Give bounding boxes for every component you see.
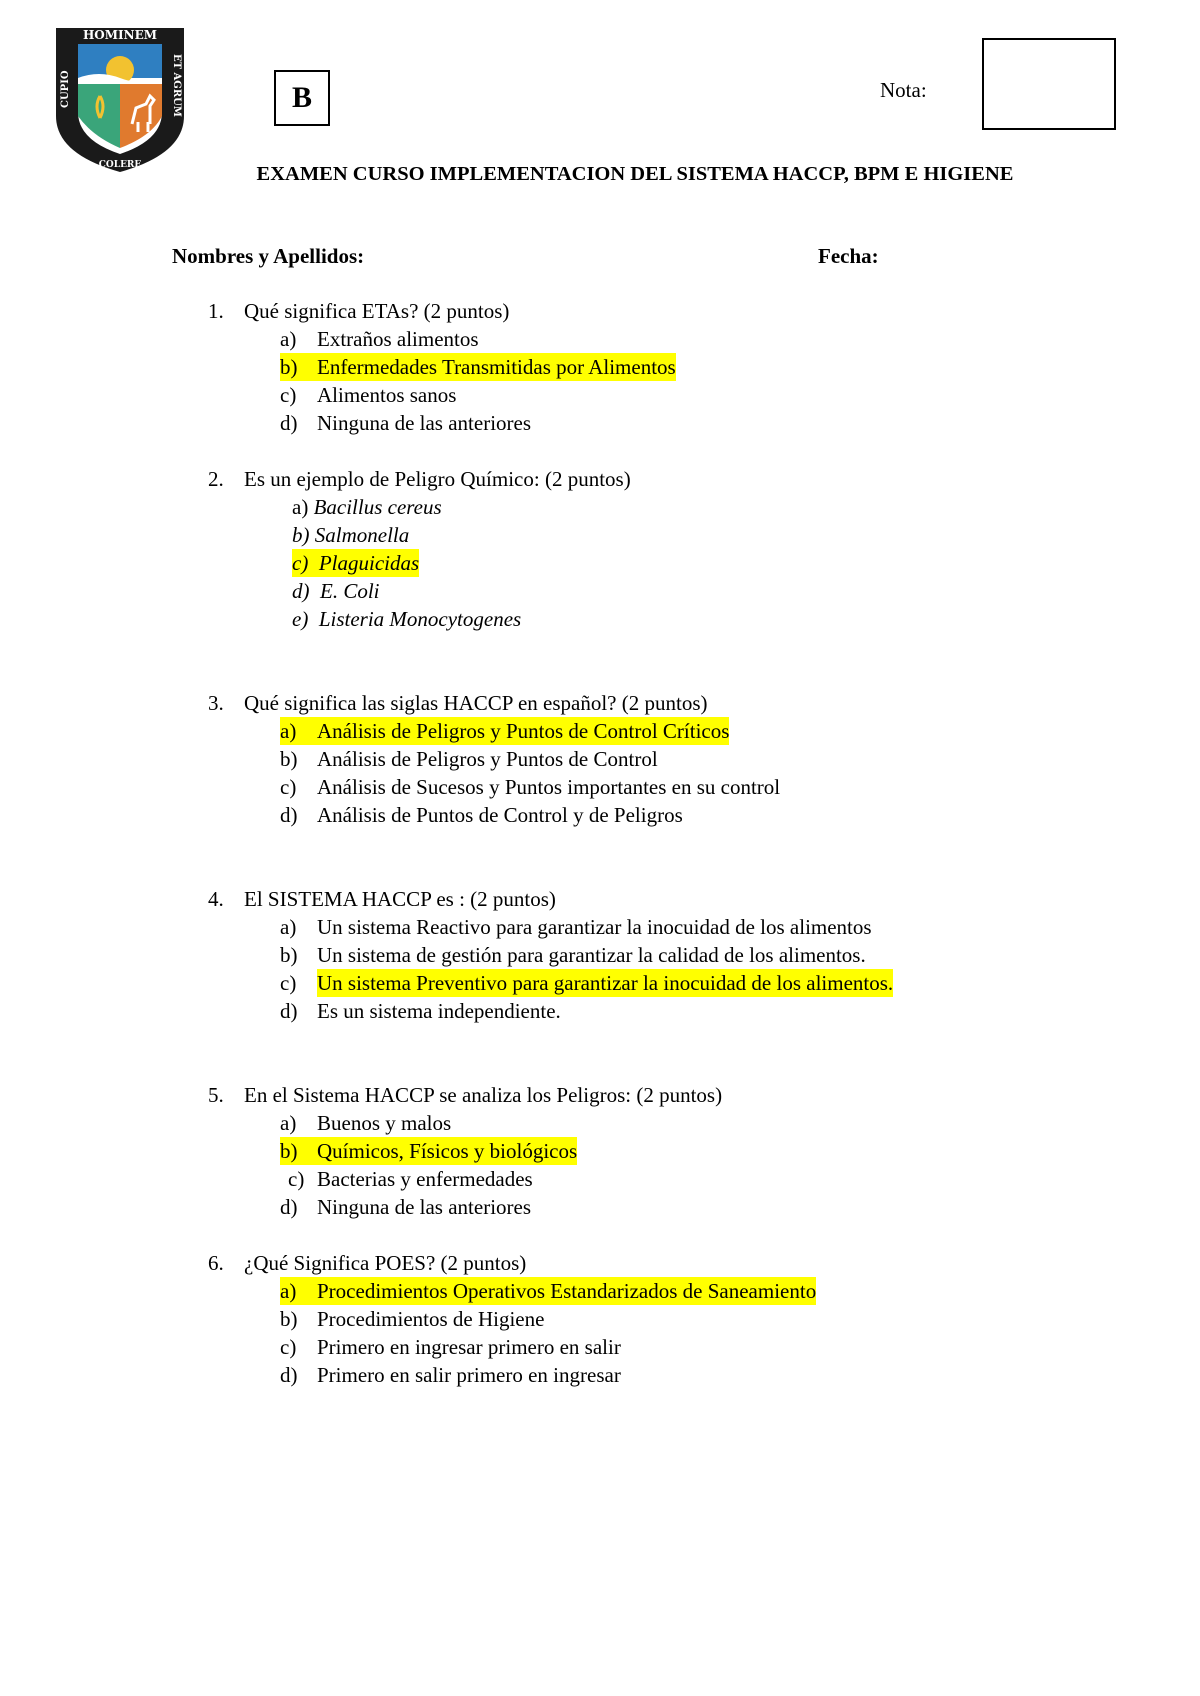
option-d: d) Primero en salir primero en ingresar (280, 1363, 621, 1387)
question-3 (208, 689, 708, 717)
question-6 (208, 1249, 526, 1277)
option-c-correct: c) Plaguicidas (292, 551, 420, 575)
university-crest-logo (52, 24, 188, 176)
question-number: 2. (208, 467, 224, 491)
option-c-correct: c) Un sistema Preventivo para garantizar la inocuidad de los alimentos. (280, 971, 894, 995)
option-c: c) Primero en ingresar primero en salir (280, 1335, 621, 1359)
grade-label: Nota: (880, 78, 927, 102)
option-a: a) Buenos y malos (280, 1111, 452, 1135)
option-d: d) Análisis de Puntos de Control y de Peligros (280, 803, 683, 827)
exam-title: EXAMEN CURSO IMPLEMENTACION DEL SISTEMA HACCP, BPM E HIGIENE (256, 163, 1014, 185)
option-d: d) Ninguna de las anteriores (280, 411, 532, 435)
question-text: Qué significa ETAs? (2 puntos) (244, 299, 510, 323)
question-6-options (280, 1277, 816, 1389)
question-text: Qué significa las siglas HACCP en español? (2 puntos) (244, 691, 708, 715)
option-b: b) Salmonella (292, 523, 410, 547)
question-2 (208, 465, 631, 493)
option-c: c) Bacterias y enfermedades (288, 1167, 533, 1191)
option-e: e) Listeria Monocytogenes (292, 607, 522, 631)
date-field-label: Fecha: (818, 244, 879, 268)
option-a: a) Bacillus cereus (292, 495, 442, 519)
option-b-correct: b) Enfermedades Transmitidas por Alimentos (280, 355, 676, 379)
question-number: 5. (208, 1083, 224, 1107)
question-text: ¿Qué Significa POES? (2 puntos) (244, 1251, 527, 1275)
question-5 (208, 1081, 722, 1109)
option-d: d) E. Coli (292, 579, 380, 603)
option-a: a) Un sistema Reactivo para garantizar la inocuidad de los alimentos (280, 915, 872, 939)
svg-text:COLERE: COLERE (98, 160, 142, 170)
grade-box[interactable] (982, 38, 1116, 130)
question-3-options (280, 717, 780, 829)
question-number: 6. (208, 1251, 224, 1275)
question-text: En el Sistema HACCP se analiza los Peligros: (2 puntos) (244, 1083, 723, 1107)
question-1 (208, 297, 509, 325)
option-b: b) Análisis de Peligros y Puntos de Control (280, 747, 658, 771)
question-4 (208, 885, 556, 913)
option-b: b) Procedimientos de Higiene (280, 1307, 545, 1331)
svg-text:HOMINEM: HOMINEM (82, 28, 158, 42)
option-b-correct: b) Químicos, Físicos y biológicos (280, 1139, 578, 1163)
name-field-label: Nombres y Apellidos: (172, 244, 365, 268)
question-5-options (280, 1109, 577, 1221)
svg-text:CUPIO: CUPIO (60, 70, 71, 108)
option-d: d) Ninguna de las anteriores (280, 1195, 532, 1219)
option-a-correct: a) Procedimientos Operativos Estandarizados de Saneamiento (280, 1279, 817, 1303)
option-b: b) Un sistema de gestión para garantizar la calidad de los alimentos. (280, 943, 866, 967)
question-text: El SISTEMA HACCP es : (2 puntos) (244, 887, 556, 911)
question-text: Es un ejemplo de Peligro Químico: (2 puntos) (244, 467, 631, 491)
question-1-options (280, 325, 676, 437)
svg-text:ET AGRUM: ET AGRUM (171, 54, 182, 117)
question-number: 1. (208, 299, 224, 323)
question-4-options (280, 913, 893, 1025)
exam-version-letter: B (274, 70, 330, 126)
option-c: c) Análisis de Sucesos y Puntos importantes en su control (280, 775, 781, 799)
question-number: 4. (208, 887, 224, 911)
option-a-correct: a) Análisis de Peligros y Puntos de Control Críticos (280, 719, 730, 743)
question-number: 3. (208, 691, 224, 715)
option-a: a) Extraños alimentos (280, 327, 479, 351)
question-2-options (280, 493, 521, 633)
option-c: c) Alimentos sanos (280, 383, 457, 407)
option-d: d) Es un sistema independiente. (280, 999, 561, 1023)
